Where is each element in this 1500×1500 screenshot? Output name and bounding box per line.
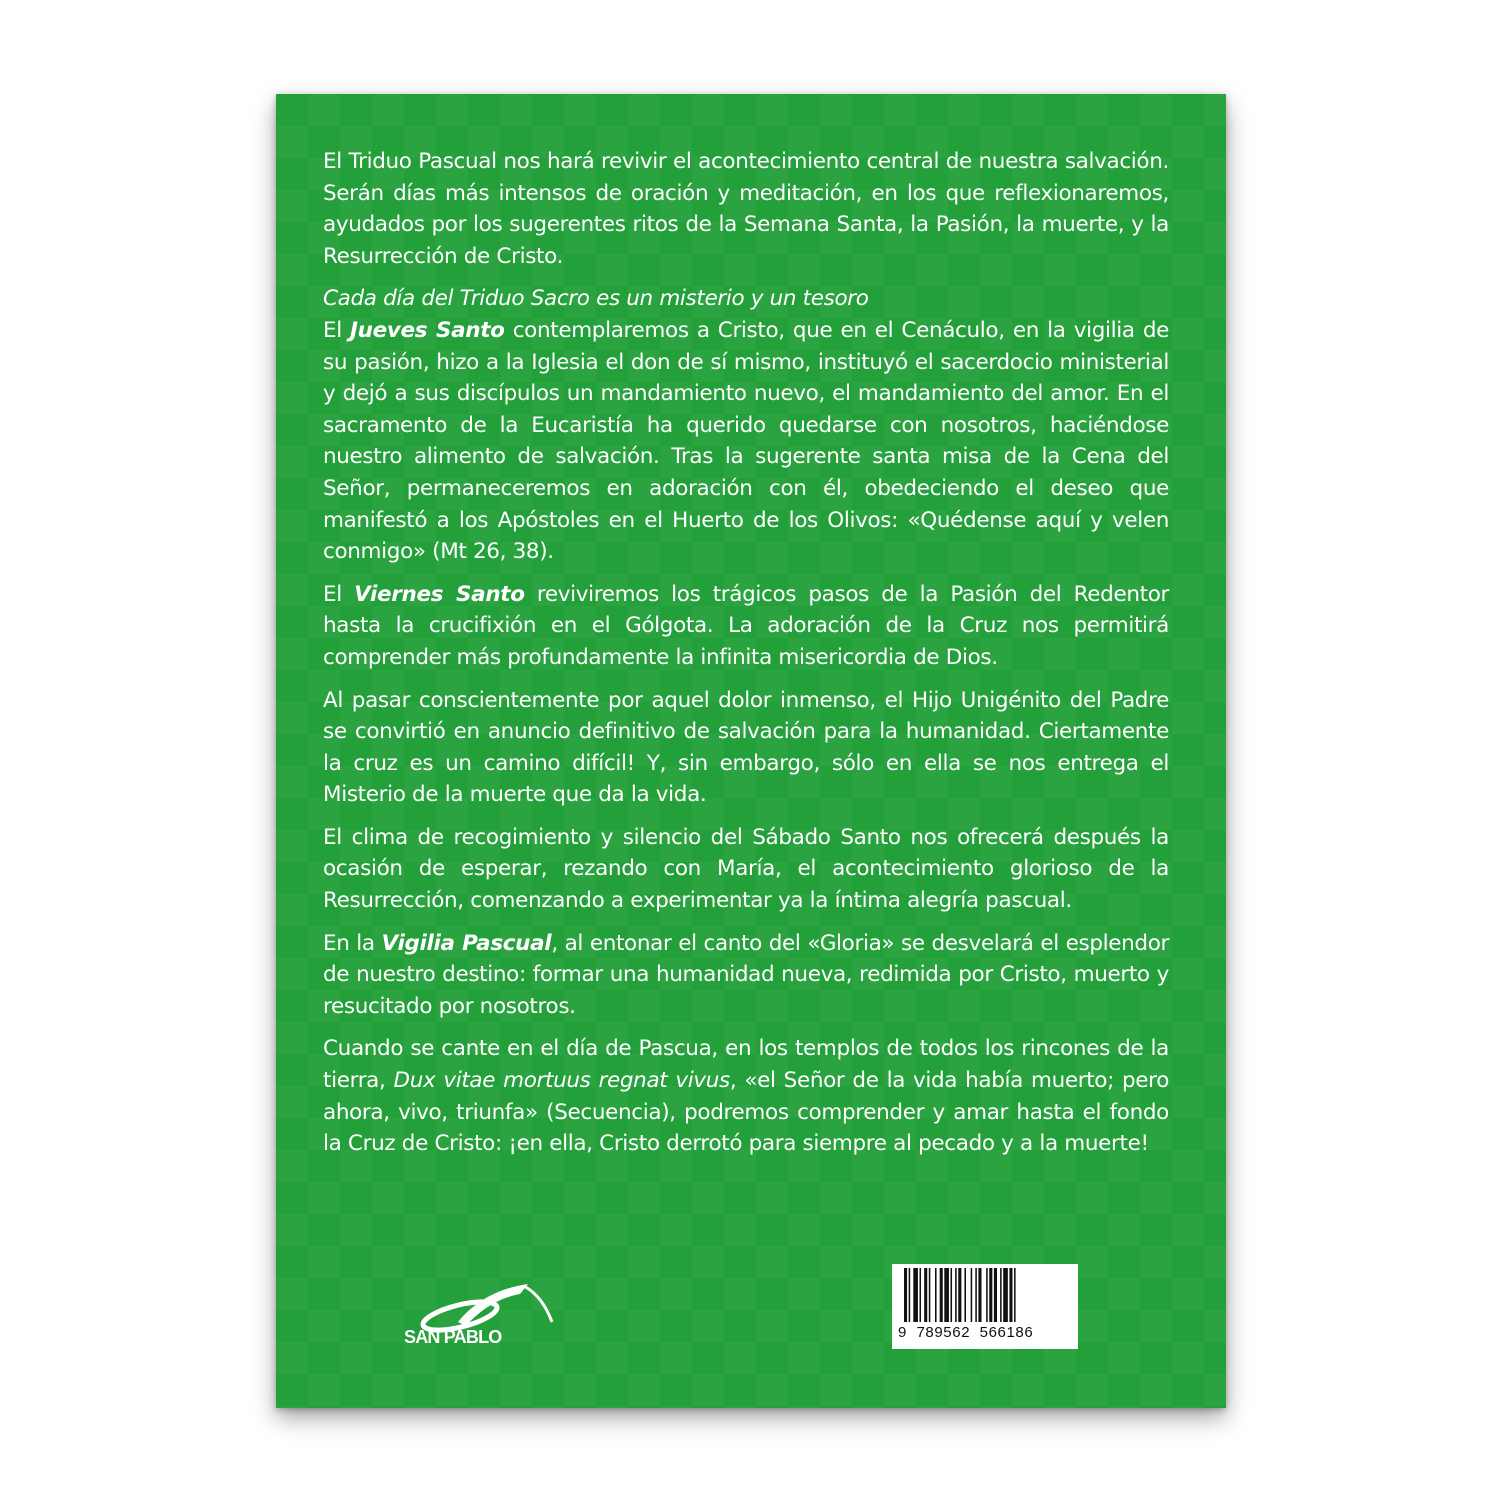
- pascua-pre: Cuando se cante en el día de Pascua, en los templos de todos los rincones de la tierra,: [323, 1036, 1169, 1094]
- barcode-bar: [994, 1268, 997, 1322]
- barcode-bar: [935, 1268, 937, 1322]
- barcode-bar: [929, 1268, 931, 1322]
- barcode-bar: [955, 1268, 957, 1322]
- vigilia-emphasis: Vigilia Pascual: [381, 930, 552, 956]
- jueves-santo-pre: El: [323, 317, 350, 343]
- publisher-name: SAN PABLO: [404, 1327, 502, 1347]
- vigilia-body: , al entonar el canto del «Gloria» se desvelará el esplendor de nuestro destino: formar una humanidad nueva, redimida por Cristo, muerto y resucitado por nosotros.: [323, 930, 1170, 1019]
- barcode-bar: [924, 1268, 927, 1322]
- pascua-latin: Dux vitae mortuus regnat vivus: [393, 1068, 730, 1094]
- intro-paragraph: El Triduo Pascual nos hará revivir el acontecimiento central de nuestra salvación. Serán días más intensos de oración y meditación, en los que reflexionaremos, ayudados por los sugerentes ritos de la Semana Santa, la Pasión, la muerte, y la Resurrección de Cristo.: [323, 149, 1169, 269]
- barcode-bar: [978, 1268, 981, 1322]
- barcode-bar: [975, 1268, 977, 1322]
- viernes-santo-body: reviviremos los trágicos pasos de la Pasión del Redentor hasta la crucifixión en el Gólgota. La adoración de la Cruz nos permitirá comprender más profundamente la infinita misericordia de Dios.: [323, 581, 1169, 670]
- barcode-bar: [1014, 1268, 1016, 1322]
- barcode-bar: [971, 1268, 973, 1322]
- pascua-body: , «el Señor de la vida había muerto; pero ahora, vivo, triunfa» (Secuencia), podremos comprender y amar hasta el fondo la Cruz de Cristo: ¡en ella, Cristo derrotó para siempre al pecado y a la muerte!: [323, 1068, 1169, 1157]
- barcode-bar: [986, 1268, 988, 1322]
- viernes-santo-paragraph: [323, 579, 1169, 674]
- barcode-digits: 9 789562 566186: [898, 1324, 1034, 1341]
- barcode-bar: [1003, 1268, 1008, 1322]
- barcode-bar: [1000, 1268, 1002, 1322]
- section-heading: [323, 283, 1169, 315]
- barcode-bar: [944, 1268, 949, 1322]
- barcode-icon: [902, 1268, 1068, 1326]
- sabado-santo-paragraph: El clima de recogimiento y silencio del Sábado Santo nos ofrecerá después la ocasión de esperar, rezando con María, el acontecimiento glorioso de la Resurrección, comenzando a experimentar ya la íntima alegría pascual.: [323, 824, 1169, 914]
- barcode: [892, 1264, 1078, 1349]
- section-heading-text: Cada día del Triduo Sacro es un misterio y un tesoro: [323, 286, 869, 312]
- book-back-cover: [276, 94, 1226, 1408]
- barcode-bar: [913, 1268, 918, 1322]
- barcode-bar: [989, 1268, 992, 1322]
- vigilia-pre: En la: [323, 930, 382, 956]
- barcode-bar: [909, 1268, 911, 1322]
- viernes-santo-emphasis: Viernes Santo: [354, 581, 525, 607]
- barcode-bar: [920, 1268, 922, 1322]
- back-cover-text: [323, 146, 1169, 1171]
- viernes-santo-pre: El: [323, 581, 355, 607]
- barcode-bar: [958, 1268, 961, 1322]
- jueves-santo-paragraph: [323, 315, 1169, 568]
- vigilia-pascual-paragraph: [323, 928, 1169, 1023]
- barcode-bar: [1009, 1268, 1012, 1322]
- barcode-bar: [940, 1268, 943, 1322]
- dolor-paragraph: Al pasar conscientemente por aquel dolor inmenso, el Hijo Unigénito del Padre se convirtió en anuncio definitivo de salvación para la humanidad. Ciertamente la cruz es un camino difícil! Y, sin embargo, sólo en ella se nos entrega el Misterio de la muerte que da la vida.: [323, 687, 1169, 808]
- barcode-bar: [904, 1268, 907, 1322]
- jueves-santo-emphasis: Jueves Santo: [350, 317, 505, 343]
- barcode-bar: [951, 1268, 953, 1322]
- jueves-santo-body: contemplaremos a Cristo, que en el Cenáculo, en la vigilia de su pasión, hizo a la Iglesia el don de sí mismo, instituyó el sacerdocio ministerial y dejó a sus discípulos un mandamiento nuevo, el mandamiento del amor. En el sacramento de la Eucaristía ha querido quedarse con nosotros, haciéndose nuestro alimento de salvación. Tras la sugerente santa misa de la Cena del Señor, permaneceremos en adoración con él, obedeciendo el deseo que manifestó a los Apóstoles en el Huerto de los Olivos: «Quédense aquí y velen conmigo» (Mt 26, 38).: [323, 317, 1170, 565]
- pascua-paragraph: [323, 1033, 1169, 1159]
- barcode-bar: [964, 1268, 966, 1322]
